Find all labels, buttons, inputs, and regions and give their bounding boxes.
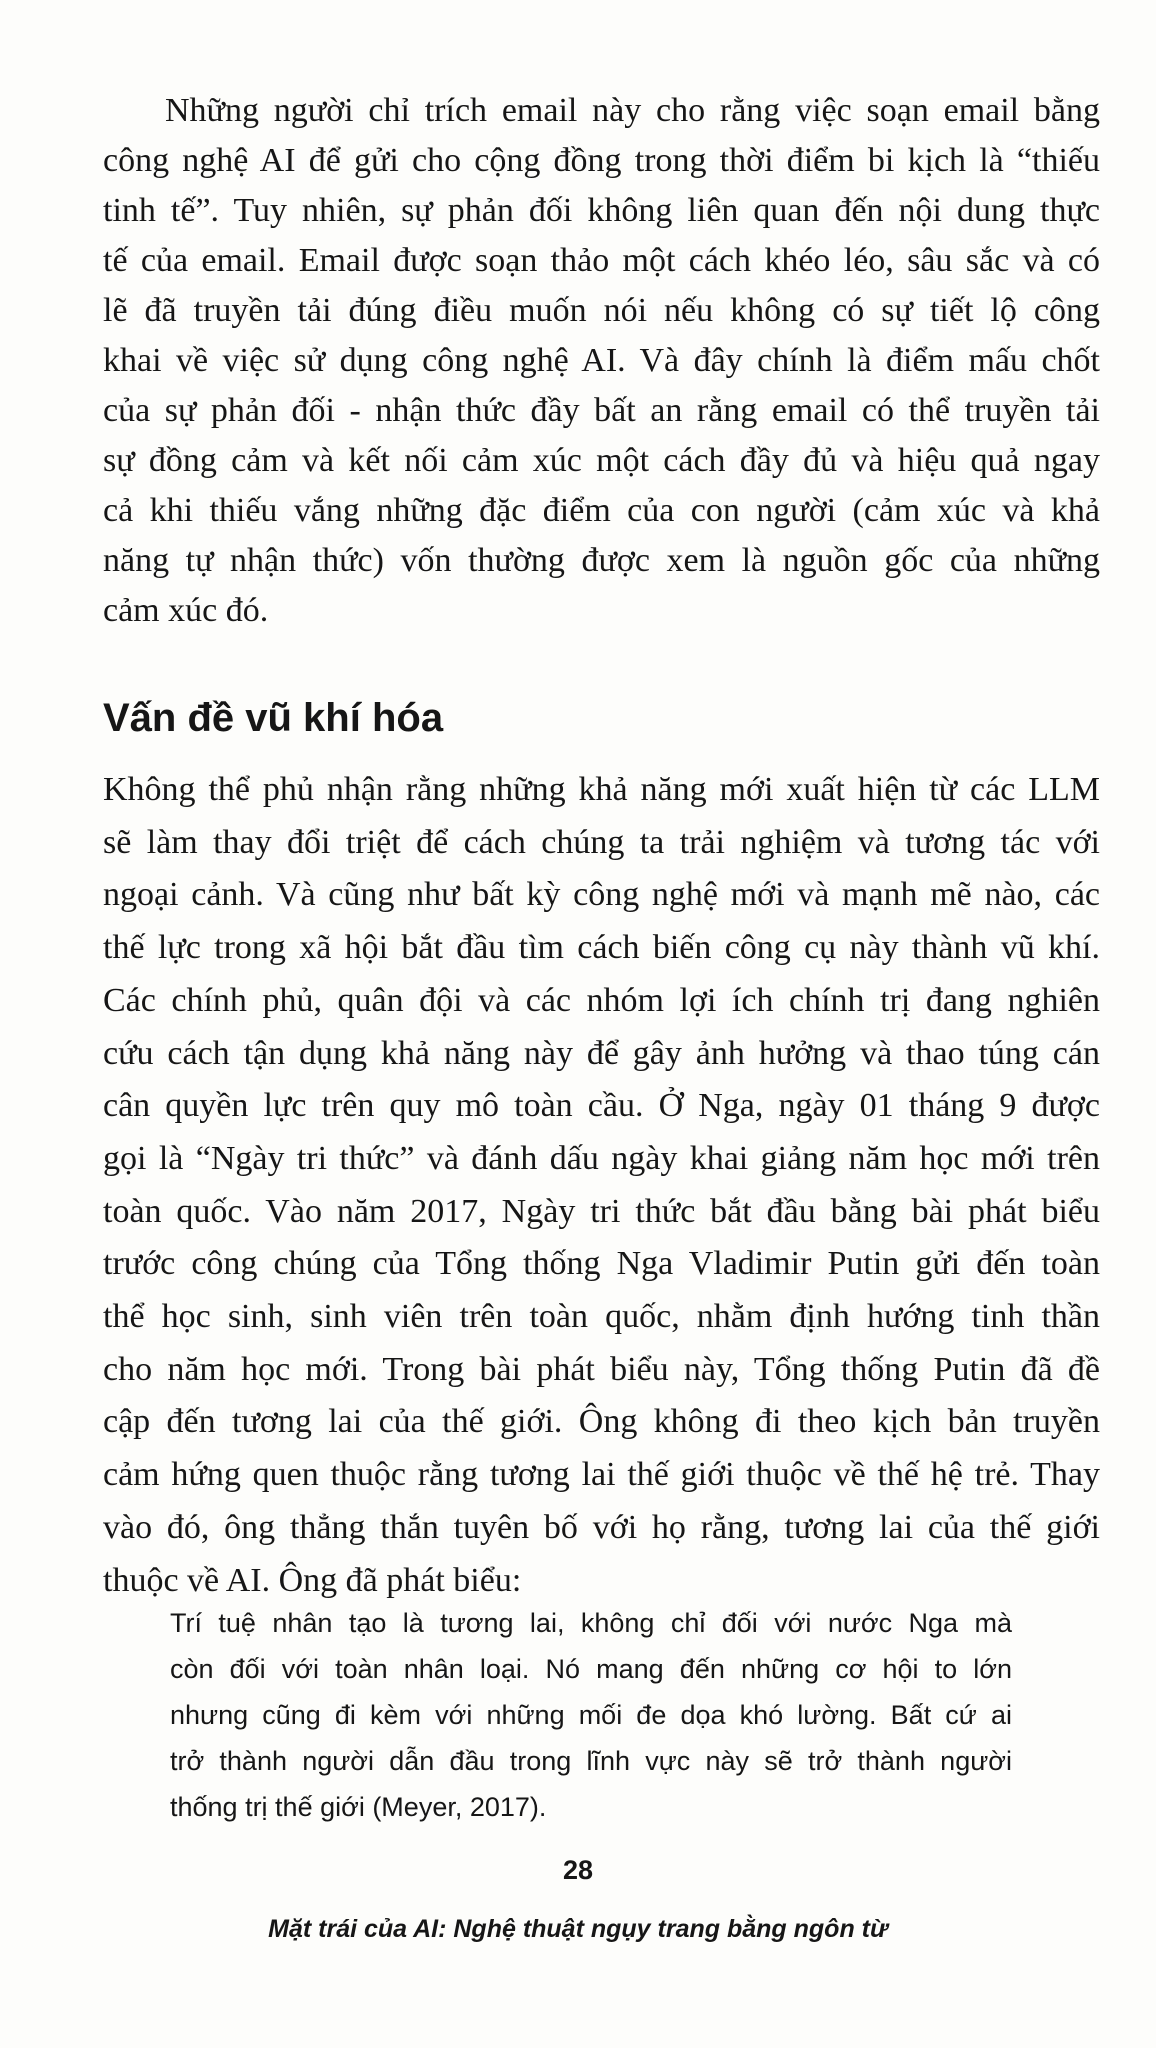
- text-line: lẽ đã truyền tải đúng điều muốn nói nếu không có sự tiết lộ công: [103, 292, 1100, 329]
- text-line: cảm xúc đó.: [103, 592, 269, 629]
- book-title-footer: Mặt trái của AI: Nghệ thuật ngụy trang bằng ngôn từ: [268, 1915, 888, 1943]
- section-heading: Vấn đề vũ khí hóa: [103, 696, 444, 740]
- text-line: gọi là “Ngày tri thức” và đánh dấu ngày khai giảng năm học mới trên: [103, 1139, 1100, 1177]
- text-line: Trí tuệ nhân tạo là tương lai, không chỉ đối với nước Nga mà: [170, 1608, 1012, 1638]
- text-line: sự đồng cảm và kết nối cảm xúc một cách đầy đủ và hiệu quả ngay: [103, 442, 1100, 479]
- text-line: thể học sinh, sinh viên trên toàn quốc, nhằm định hướng tinh thần: [103, 1298, 1100, 1335]
- text-line: trước công chúng của Tổng thống Nga Vladimir Putin gửi đến toàn: [103, 1245, 1100, 1283]
- text-line: thế lực trong xã hội bắt đầu tìm cách biến công cụ này thành vũ khí.: [103, 929, 1100, 967]
- text-line: trở thành người dẫn đầu trong lĩnh vực này sẽ trở thành người: [170, 1746, 1012, 1776]
- text-line: tinh tế”. Tuy nhiên, sự phản đối không liên quan đến nội dung thực: [103, 192, 1100, 229]
- text-line: cân quyền lực trên quy mô toàn cầu. Ở Nga, ngày 01 tháng 9 được: [103, 1087, 1100, 1125]
- text-line: cho năm học mới. Trong bài phát biểu này, Tổng thống Putin đã đề: [103, 1350, 1100, 1388]
- text-line: cứu cách tận dụng khả năng này để gây ảnh hưởng và thao túng cán: [103, 1034, 1100, 1072]
- text-line: Các chính phủ, quân đội và các nhóm lợi ích chính trị đang nghiên: [103, 981, 1100, 1019]
- text-line: năng tự nhận thức) vốn thường được xem là nguồn gốc của những: [103, 542, 1100, 579]
- text-line: thống trị thế giới (Meyer, 2017).: [170, 1792, 547, 1822]
- text-line: còn đối với toàn nhân loại. Nó mang đến những cơ hội to lớn: [170, 1654, 1012, 1684]
- text-line: thuộc về AI. Ông đã phát biểu:: [103, 1561, 522, 1599]
- text-line: của sự phản đối - nhận thức đầy bất an rằng email có thể truyền tải: [103, 392, 1100, 429]
- text-line: ngoại cảnh. Và cũng như bất kỳ công nghệ mới và mạnh mẽ nào, các: [103, 876, 1100, 914]
- text-line: vào đó, ông thẳng thắn tuyên bố với họ rằng, tương lai của thế giới: [103, 1508, 1100, 1546]
- text-line: công nghệ AI để gửi cho cộng đồng trong thời điểm bi kịch là “thiếu: [103, 142, 1100, 179]
- text-line: cả khi thiếu vắng những đặc điểm của con người (cảm xúc và khả: [103, 492, 1100, 529]
- text-line: Những người chỉ trích email này cho rằng việc soạn email bằng: [165, 92, 1100, 129]
- text-line: sẽ làm thay đổi triệt để cách chúng ta trải nghiệm và tương tác với: [103, 823, 1100, 861]
- text-line: nhưng cũng đi kèm với những mối đe dọa khó lường. Bất cứ ai: [170, 1700, 1012, 1730]
- page-number: 28: [562, 1855, 594, 1885]
- text-line: toàn quốc. Vào năm 2017, Ngày tri thức bắt đầu bằng bài phát biểu: [103, 1192, 1100, 1230]
- text-line: tế của email. Email được soạn thảo một cách khéo léo, sâu sắc và có: [103, 242, 1100, 279]
- text-line: cảm hứng quen thuộc rằng tương lai thế giới thuộc về thế hệ trẻ. Thay: [103, 1456, 1100, 1494]
- text-line: cập đến tương lai của thế giới. Ông không đi theo kịch bản truyền: [103, 1403, 1100, 1441]
- text-line: khai về việc sử dụng công nghệ AI. Và đây chính là điểm mấu chốt: [103, 342, 1100, 379]
- text-line: Không thể phủ nhận rằng những khả năng mới xuất hiện từ các LLM: [103, 771, 1100, 808]
